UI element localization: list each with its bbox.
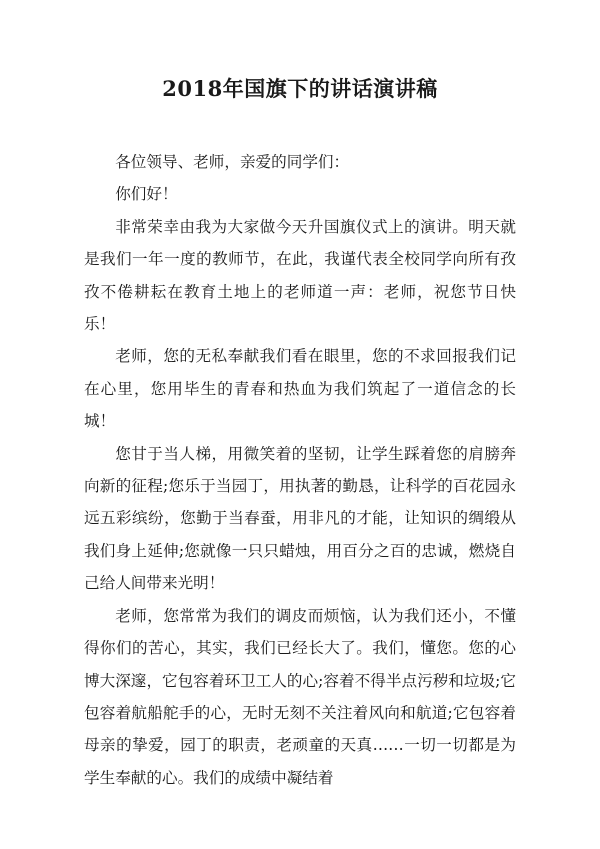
body-paragraph: 老师，您的无私奉献我们看在眼里，您的不求回报我们记在心里，您用毕生的青春和热血为我们筑起了一道信念的长城！ [84, 347, 516, 431]
document-title: 2018年国旗下的讲话演讲稿 [162, 76, 438, 101]
document-body [84, 146, 516, 794]
salutation-paragraph: 各位领导、老师，亲爱的同学们： [115, 153, 350, 171]
greeting-paragraph: 你们好！ [115, 185, 178, 204]
body-paragraph: 您甘于当人梯，用微笑着的坚韧，让学生踩着您的肩膀奔向新的征程;您乐于当园丁，用执著的勤恳，让科学的百花园永远五彩缤纷，您勤于当春蚕，用非凡的才能，让知识的绸缎从我们身上延伸;您就像一只只蜡烛，用百分之百的忠诚，燃烧自己给人间带来光明！ [84, 444, 516, 593]
body-paragraph: 非常荣幸由我为大家做今天升国旗仪式上的演讲。明天就是我们一年一度的教师节，在此，我谨代表全校同学向所有孜孜不倦耕耘在教育土地上的老师道一声：老师，祝您节日快乐！ [84, 217, 516, 334]
body-paragraph: 老师，您常常为我们的调皮而烦恼，认为我们还小，不懂得你们的苦心，其实，我们已经长大了。我们，懂您。您的心博大深邃，它包容着环卫工人的心;容着不得半点污秽和垃圾;它包容着航船舵手的心，无时无刻不关注着风向和航道;它包容着母亲的挚爱，园丁的职责，老顽童的天真……一切一切都是为学生奉献的心。我们的成绩中凝结着 [84, 606, 516, 787]
